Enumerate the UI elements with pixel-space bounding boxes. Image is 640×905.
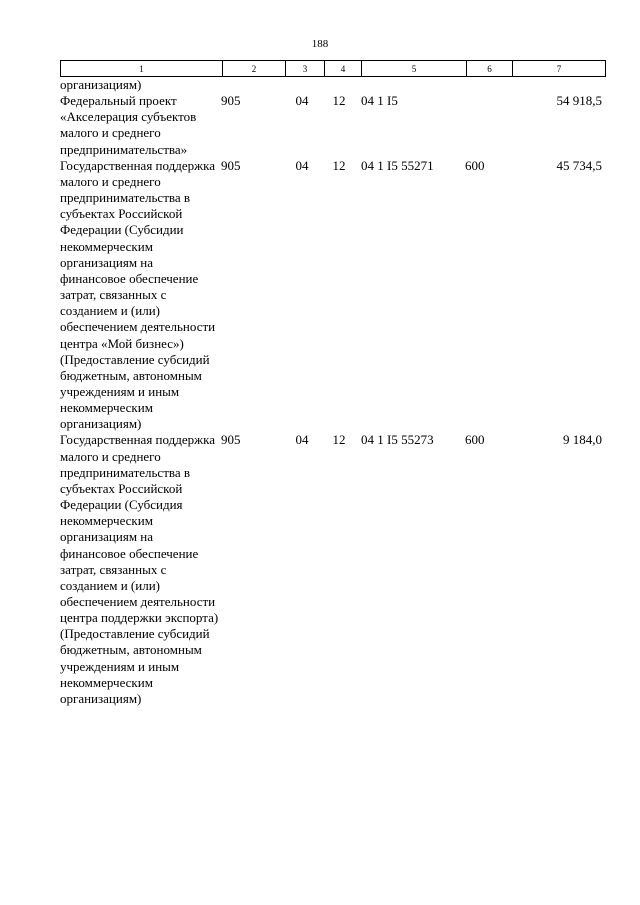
row-vr: 600	[465, 157, 485, 173]
row-vr: 600	[465, 432, 485, 448]
row-pr: 12	[332, 157, 346, 173]
row-ved	[221, 77, 283, 93]
table-row	[60, 77, 602, 93]
row-ved: 905	[221, 432, 241, 448]
row-rz: 04	[295, 93, 309, 109]
header-col-2: 2	[223, 61, 286, 77]
table-row	[60, 432, 602, 707]
budget-table	[60, 77, 602, 707]
row-name: организациям)	[60, 77, 142, 92]
row-sum: 54 918,5	[556, 93, 602, 109]
row-sum: 45 734,5	[556, 157, 602, 173]
row-rz: 04	[295, 157, 309, 173]
table-row	[60, 158, 602, 433]
table-row	[60, 93, 602, 158]
row-sum: 9 184,0	[563, 432, 602, 448]
header-col-6: 6	[467, 61, 513, 77]
row-csr: 04 1 I5 55273	[361, 432, 434, 448]
header-col-3: 3	[286, 61, 325, 77]
header-col-5: 5	[362, 61, 467, 77]
header-col-7: 7	[513, 61, 606, 77]
header-row	[61, 61, 606, 77]
row-pr: 12	[332, 432, 346, 448]
row-name: Государственная поддержка малого и среднего предпринимательства в субъектах Российской Федерации (Субсидии некоммерческим организациям на финансовое обеспечение затрат, связанных с созданием и (или) обеспечением деятельности центра «Мой бизнес») (Предоставление субсидий бюджетным, автономным учреждениям и иным некоммерческим организациям)	[60, 157, 216, 432]
row-ved: 905	[221, 157, 241, 173]
row-name: Федеральный проект «Акселерация субъектов малого и среднего предпринимательства»	[60, 93, 197, 157]
row-vr	[465, 77, 510, 93]
page-number: 188	[311, 38, 329, 50]
row-ved: 905	[221, 93, 241, 109]
row-rz	[283, 77, 321, 93]
row-name: Государственная поддержка малого и среднего предпринимательства в субъектах Российской Федерации (Субсидия некоммерческим организациям на финансовое обеспечение затрат, связанных с созданием и (или) обеспечением деятельности центра поддержки экспорта) (Предоставление субсидий бюджетным, автономным учреждениям и иным некоммерческим организациям)	[60, 432, 219, 706]
row-csr: 04 1 I5 55271	[361, 157, 434, 173]
row-rz: 04	[295, 432, 309, 448]
row-pr	[321, 77, 357, 93]
row-pr: 12	[332, 93, 346, 109]
column-number-header	[60, 60, 606, 77]
header-col-1: 1	[61, 61, 223, 77]
row-csr	[357, 77, 465, 93]
row-csr: 04 1 I5	[361, 93, 398, 109]
row-vr	[465, 93, 510, 158]
row-sum	[510, 77, 602, 93]
header-col-4: 4	[325, 61, 362, 77]
